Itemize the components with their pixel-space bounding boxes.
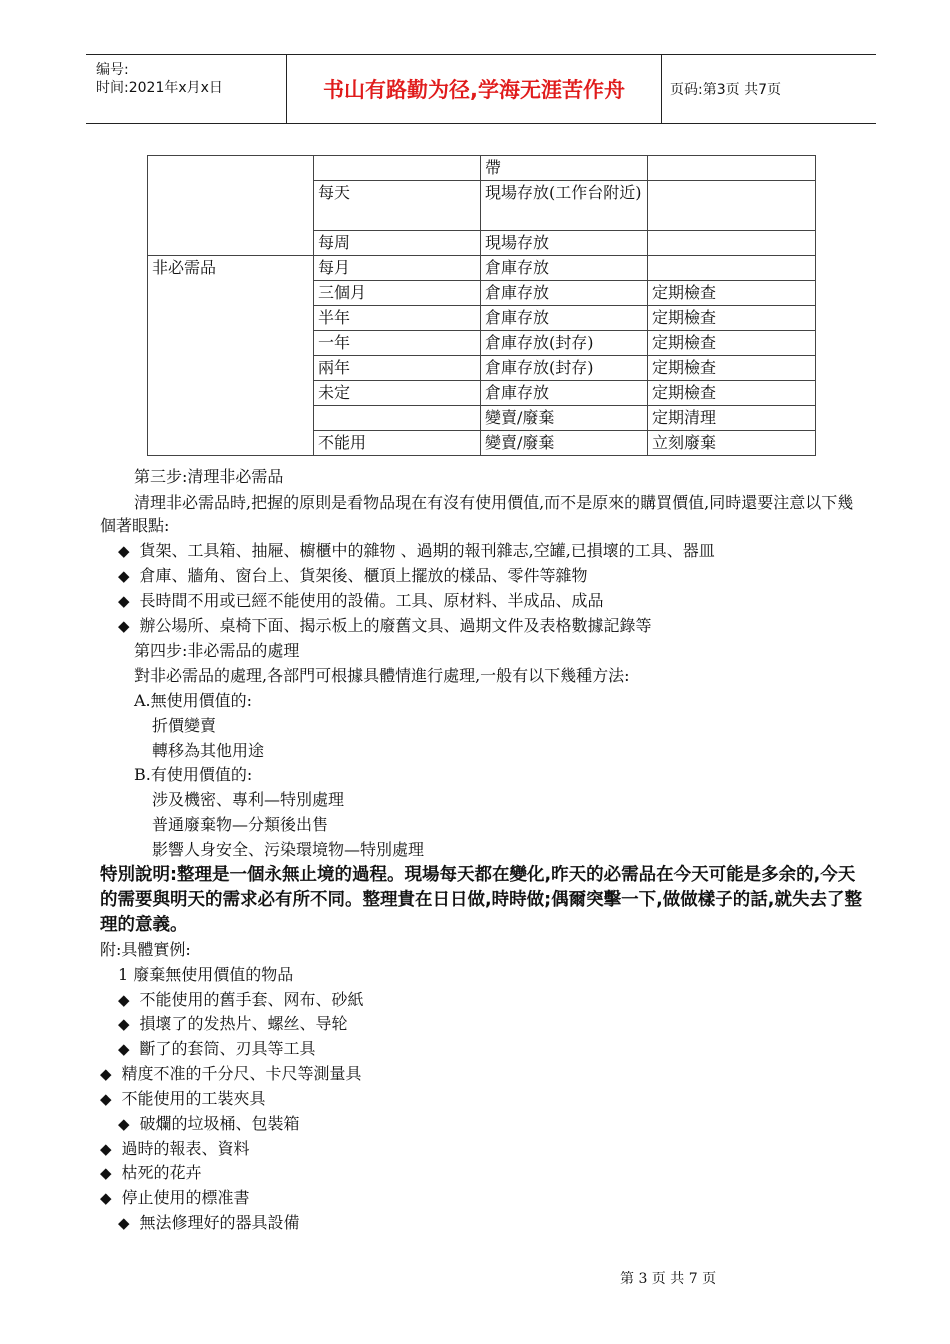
table-cell <box>648 181 816 231</box>
table-cell: 三個月 <box>314 281 481 306</box>
table-row <box>148 256 816 281</box>
appendix-item: ◆ 無法修理好的器具設備 <box>118 1213 300 1232</box>
step4-b-title: B.有使用價值的: <box>134 765 253 784</box>
table-cell: 現場存放(工作台附近) <box>481 181 648 231</box>
table-cell <box>648 256 816 281</box>
step4-b-item: 影響人身安全、污染環境物—特別處理 <box>152 840 425 859</box>
step4-a-item: 折價變賣 <box>152 716 217 735</box>
table-cell <box>148 156 314 256</box>
table-cell <box>648 231 816 256</box>
table-cell: 非必需品 <box>148 256 314 456</box>
step3-bullet: ◆ 長時間不用或已經不能使用的設備。工具、原材料、半成品、成品 <box>118 591 604 610</box>
step4-title: 非必需品的處理 <box>187 641 300 660</box>
diamond-bullet-icon: ◆ <box>118 542 130 560</box>
table-cell: 帶 <box>481 156 648 181</box>
table-cell: 變賣/廢棄 <box>481 406 648 431</box>
table-cell: 倉庫存放(封存) <box>481 356 648 381</box>
table-cell: 每天 <box>314 181 481 231</box>
diamond-bullet-icon: ◆ <box>118 567 130 585</box>
diamond-bullet-icon: ◆ <box>118 617 130 635</box>
table-cell: 倉庫存放(封存) <box>481 331 648 356</box>
table-cell: 倉庫存放 <box>481 281 648 306</box>
appendix-item: ◆ 不能使用的工裝夾具 <box>100 1089 266 1108</box>
table-cell: 定期檢查 <box>648 281 816 306</box>
appendix-item: ◆ 停止使用的標准書 <box>100 1188 250 1207</box>
step4-b-item: 普通廢棄物—分類後出售 <box>152 815 329 834</box>
step4-intro: 對非必需品的處理,各部門可根據具體情進行處理,一般有以下幾種方法: <box>134 666 630 685</box>
table-cell: 定期檢查 <box>648 356 816 381</box>
table-cell: 兩年 <box>314 356 481 381</box>
diamond-bullet-icon: ◆ <box>100 1065 112 1083</box>
time-label: 时间:2021年x月x日 <box>96 80 223 96</box>
appendix-item: ◆ 破爛的垃圾桶、包裝箱 <box>118 1114 300 1133</box>
appendix-item: ◆ 過時的報表、資料 <box>100 1139 250 1158</box>
diamond-bullet-icon: ◆ <box>118 1115 130 1133</box>
table-cell: 倉庫存放 <box>481 256 648 281</box>
step3-heading <box>134 466 283 488</box>
table-cell: 半年 <box>314 306 481 331</box>
page-header <box>86 54 876 124</box>
header-motto: 书山有路勤为径,学海无涯苦作舟 <box>287 55 662 123</box>
table-cell: 立刻廢棄 <box>648 431 816 456</box>
table-cell: 定期檢查 <box>648 381 816 406</box>
appendix-item: ◆ 不能使用的舊手套、网布、砂紙 <box>118 990 364 1009</box>
step4-heading <box>134 640 299 662</box>
table-cell: 倉庫存放 <box>481 306 648 331</box>
step4-a-item: 轉移為其他用途 <box>152 741 265 760</box>
step3-bullet: ◆ 貨架、工具箱、抽屜、櫥櫃中的雜物 、過期的報刊雜志,空罐,已損壞的工具、器皿 <box>118 541 715 560</box>
diamond-bullet-icon: ◆ <box>118 1015 130 1033</box>
appendix-title: 附:具體實例: <box>100 940 191 959</box>
step3-intro: 清理非必需品時,把握的原則是看物品現在有沒有使用價值,而不是原來的購買價值,同時還要注意以下幾個著眼點: <box>100 493 854 535</box>
table-row <box>148 156 816 181</box>
table-cell: 每月 <box>314 256 481 281</box>
appendix-item1-title: 1 廢棄無使用價值的物品 <box>118 965 294 984</box>
step3-bullet: ◆ 倉庫、牆角、窗台上、貨架後、櫃頂上擺放的樣品、零件等雜物 <box>118 566 588 585</box>
table-cell: 現場存放 <box>481 231 648 256</box>
table-cell: 一年 <box>314 331 481 356</box>
step3-title: 清理非必需品 <box>187 467 284 486</box>
diamond-bullet-icon: ◆ <box>118 1040 130 1058</box>
table-cell: 定期檢查 <box>648 306 816 331</box>
table-cell <box>314 156 481 181</box>
step4-b-item: 涉及機密、專利—特別處理 <box>152 790 345 809</box>
appendix-item: ◆ 枯死的花卉 <box>100 1163 202 1182</box>
diamond-bullet-icon: ◆ <box>118 991 130 1009</box>
table-cell: 倉庫存放 <box>481 381 648 406</box>
table-cell <box>648 156 816 181</box>
step3-label: 第三步: <box>134 467 188 486</box>
appendix-item: ◆ 損壞了的发热片、螺丝、导轮 <box>118 1014 348 1033</box>
diamond-bullet-icon: ◆ <box>100 1140 112 1158</box>
table-cell: 不能用 <box>314 431 481 456</box>
table-cell: 定期檢查 <box>648 331 816 356</box>
table-cell: 每周 <box>314 231 481 256</box>
table-cell <box>314 406 481 431</box>
storage-table <box>147 155 816 456</box>
step3-bullet: ◆ 辦公場所、桌椅下面、揭示板上的廢舊文具、過期文件及表格數據記錄等 <box>118 616 652 635</box>
diamond-bullet-icon: ◆ <box>100 1189 112 1207</box>
table-cell: 變賣/廢棄 <box>481 431 648 456</box>
step4-a-title: A.無使用價值的: <box>134 691 253 710</box>
header-page-label: 页码:第3页 共7页 <box>670 82 781 98</box>
diamond-bullet-icon: ◆ <box>118 592 130 610</box>
number-label: 编号: <box>96 62 129 78</box>
table-cell: 未定 <box>314 381 481 406</box>
diamond-bullet-icon: ◆ <box>118 1214 130 1232</box>
table-cell: 定期清理 <box>648 406 816 431</box>
header-meta <box>86 55 287 123</box>
page-footer: 第 3 页 共 7 页 <box>620 1271 717 1287</box>
appendix-item: ◆ 精度不准的千分尺、卡尺等測量具 <box>100 1064 362 1083</box>
appendix-item: ◆ 斷了的套筒、刃具等工具 <box>118 1039 316 1058</box>
step4-label: 第四步: <box>134 641 188 660</box>
diamond-bullet-icon: ◆ <box>100 1090 112 1108</box>
diamond-bullet-icon: ◆ <box>100 1164 112 1182</box>
special-note: 特別說明:整理是一個永無止境的過程。現場每天都在變化,昨天的必需品在今天可能是多余的,今天的需要與明天的需求必有所不同。整理貴在日日做,時時做;偶爾突擊一下,做做樣子的話,就失去了整理的意義。 <box>100 865 862 935</box>
